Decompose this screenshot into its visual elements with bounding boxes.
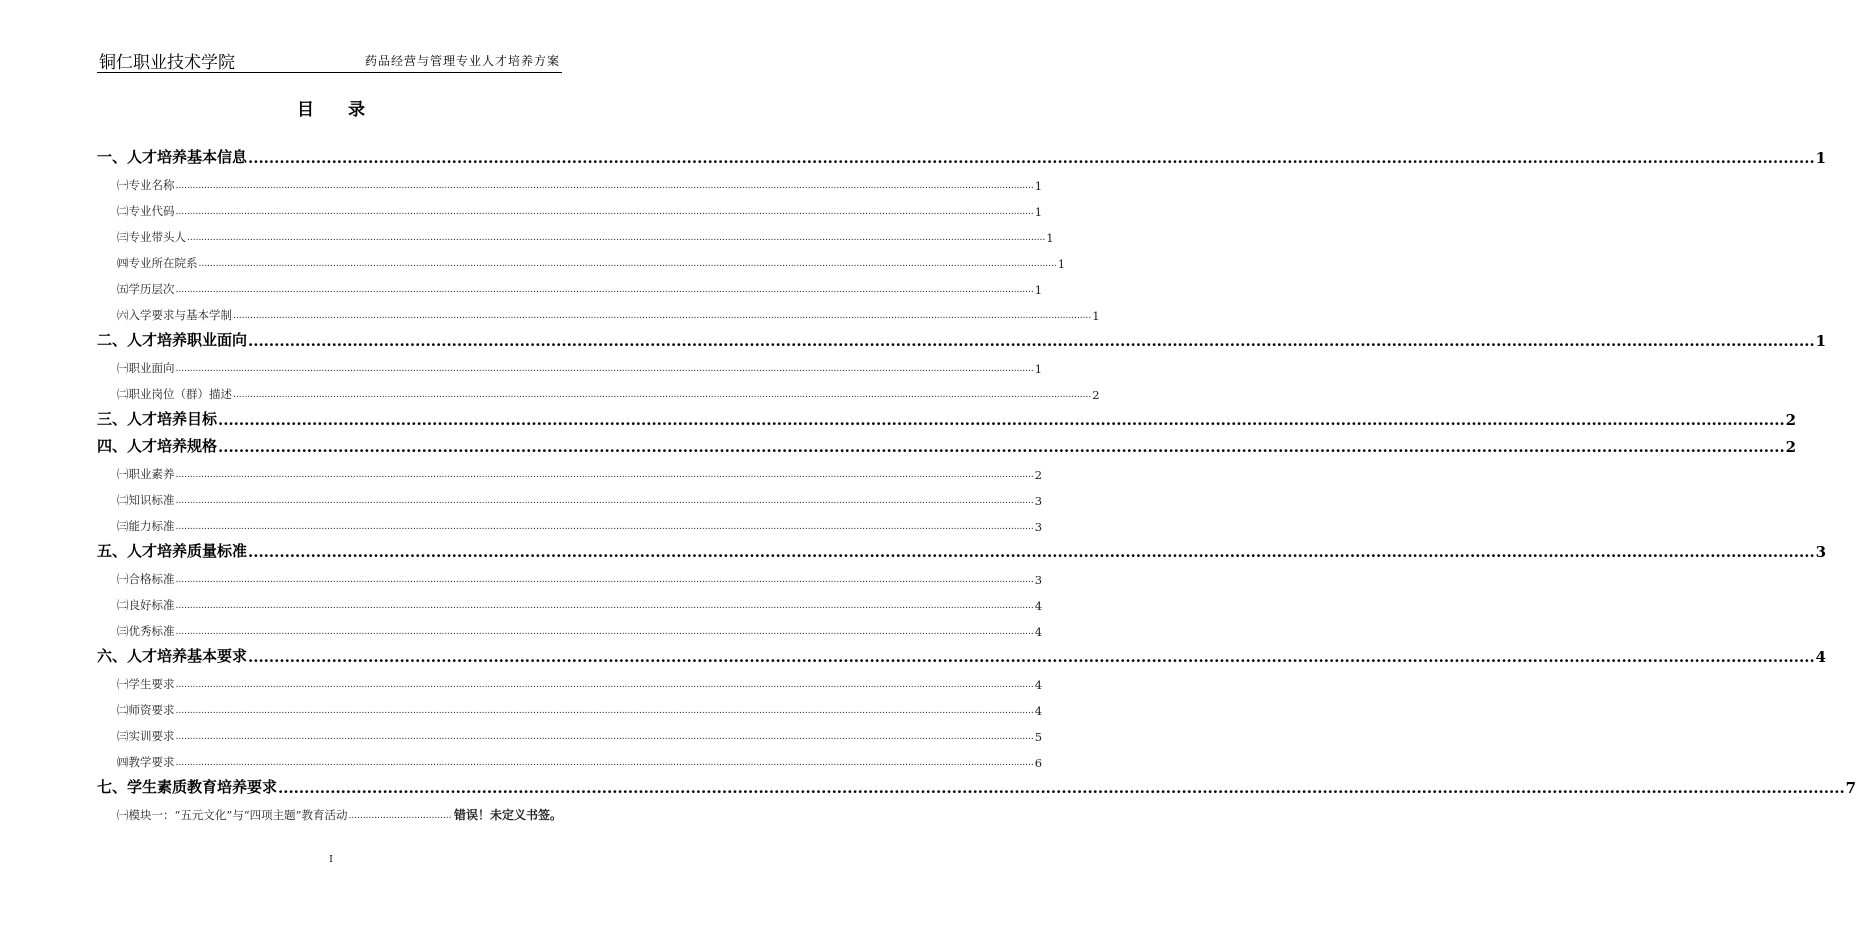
toc-page-number: 1 bbox=[1046, 231, 1054, 245]
toc-leader-dots: ............................................................................................................................................................................................................................................................................................................ bbox=[248, 543, 1815, 561]
toc-leader-dots: ............................................................................................................................................................................................................................................................................................................ bbox=[175, 364, 1034, 374]
toc-page-number: 4 bbox=[1034, 625, 1043, 639]
toc-entry-label: ㈠专业名称 bbox=[117, 178, 175, 192]
toc-page-number: 1 bbox=[1815, 149, 1827, 167]
toc-leader-dots: ............................................................................................................................................................................................................................................................................................................ bbox=[175, 496, 1034, 506]
toc-page-number: 5 bbox=[1034, 730, 1043, 744]
toc-page-number: 2 bbox=[1785, 411, 1797, 429]
toc-page-number: 4 bbox=[1034, 678, 1043, 692]
toc-page-number: 4 bbox=[1034, 704, 1043, 718]
toc-entry-label: ㈡专业代码 bbox=[117, 204, 175, 218]
toc-subsection-entry[interactable] bbox=[97, 245, 1066, 271]
toc-leader-dots: ............................................................................................................................................................................................................................................................................................................ bbox=[175, 285, 1034, 295]
toc-section-entry[interactable] bbox=[97, 323, 1827, 350]
toc-entry-label: 四、人才培养规格 bbox=[97, 437, 218, 455]
toc-entry-label: ㈣专业所在院系 bbox=[117, 256, 198, 270]
page-header bbox=[97, 46, 562, 73]
toc-entry-label: ㈣教学要求 bbox=[117, 755, 175, 769]
toc-leader-dots: ............................................................................................................................................................................................................................................................................................................ bbox=[175, 522, 1034, 532]
program-title: 药品经营与管理专业人才培养方案 bbox=[364, 54, 560, 68]
toc-page-number: 1 bbox=[1034, 179, 1043, 193]
toc-page-number: 4 bbox=[1815, 648, 1827, 666]
toc-leader-dots: ............................................................................................................................................................................................................................................................................................................ bbox=[198, 259, 1057, 269]
toc-leader-dots: ............................................................................................................................................................................................................................................................................................................ bbox=[187, 233, 1046, 243]
toc-section-entry[interactable] bbox=[97, 770, 1856, 797]
toc-page-number: 3 bbox=[1034, 573, 1043, 587]
toc-entry-label: ㈠模块一：“五元文化”与“四项主题”教育活动 bbox=[117, 808, 348, 822]
toc-section-entry[interactable] bbox=[97, 402, 1797, 429]
toc-leader-dots: ............................................................................................................................................................................................................................................................................................................ bbox=[175, 680, 1034, 690]
toc-leader-dots: ............................................................................................................................................................................................................................................................................................................ bbox=[175, 470, 1034, 480]
toc-page-number: 2 bbox=[1092, 388, 1100, 402]
toc-leader-dots: ............................................................................................................................................................................................................................................................................................................ bbox=[175, 207, 1034, 217]
toc-entry-label: ㈡知识标准 bbox=[117, 493, 175, 507]
toc-subsection-entry[interactable] bbox=[97, 350, 1043, 376]
toc-page-number: 4 bbox=[1034, 599, 1043, 613]
toc-entry-label: 一、人才培养基本信息 bbox=[97, 148, 248, 166]
toc-leader-dots: ............................................................................................................................................................................................................................................................................................................ bbox=[175, 758, 1034, 768]
toc-entry-label: ㈥入学要求与基本学制 bbox=[117, 308, 232, 322]
toc-page-number: 7 bbox=[1845, 779, 1856, 797]
toc-leader-dots: ............................................................................................................................................................................................................................................................................................................ bbox=[175, 601, 1034, 611]
toc-leader-dots: ............................................................................................................................................................................................................................................................................................................ bbox=[218, 438, 1785, 456]
table-of-contents bbox=[97, 140, 1856, 823]
toc-entry-label: ㈢实训要求 bbox=[117, 729, 175, 743]
toc-entry-label: ㈠学生要求 bbox=[117, 677, 175, 691]
toc-page-number: 1 bbox=[1034, 205, 1043, 219]
toc-subsection-entry[interactable] bbox=[97, 718, 1043, 744]
toc-leader-dots: ............................................................................................................................................................................................................................................................................................................ bbox=[175, 627, 1034, 637]
toc-leader-dots: ............................................................................................................................................................................................................................................................................................................ bbox=[248, 149, 1815, 167]
toc-leader-dots: ............................................................................................................................................................................................................................................................................................................ bbox=[175, 181, 1034, 191]
toc-section-entry[interactable] bbox=[97, 639, 1827, 666]
toc-subsection-entry[interactable] bbox=[97, 508, 1043, 534]
toc-subsection-entry[interactable] bbox=[97, 167, 1043, 193]
toc-page-number: 1 bbox=[1092, 309, 1100, 323]
toc-entry-label: ㈤学历层次 bbox=[117, 282, 175, 296]
toc-entry-label: ㈢能力标准 bbox=[117, 519, 175, 533]
toc-subsection-entry[interactable] bbox=[97, 376, 1100, 402]
toc-subsection-entry[interactable] bbox=[97, 456, 1043, 482]
toc-page-number: 3 bbox=[1815, 543, 1827, 561]
toc-subsection-entry[interactable] bbox=[97, 482, 1043, 508]
toc-section-entry[interactable] bbox=[97, 429, 1797, 456]
toc-subsection-entry[interactable] bbox=[97, 692, 1043, 718]
toc-entry-label: ㈠职业素养 bbox=[117, 467, 175, 481]
toc-page-number: 1 bbox=[1815, 332, 1827, 350]
toc-entry-label: ㈡师资要求 bbox=[117, 703, 175, 717]
toc-page-number: 1 bbox=[1034, 283, 1043, 297]
toc-subsection-entry[interactable] bbox=[97, 587, 1043, 613]
toc-error-text: 错误！未定义书签。 bbox=[453, 808, 562, 822]
toc-leader-dots: ............................................................................................................................................................................................................................................................................................................ bbox=[175, 706, 1034, 716]
toc-entry-label: ㈡职业岗位（群）描述 bbox=[117, 387, 232, 401]
toc-page-number: 1 bbox=[1034, 362, 1043, 376]
toc-leader-dots: ............................................................................................................................................................................................................................................................................................................ bbox=[175, 575, 1034, 585]
toc-subsection-entry[interactable] bbox=[97, 219, 1054, 245]
toc-entry-label: 七、学生素质教育培养要求 bbox=[97, 778, 278, 796]
toc-page-number: 1 bbox=[1057, 257, 1066, 271]
toc-entry-label: 三、人才培养目标 bbox=[97, 410, 218, 428]
toc-entry-module-one[interactable] bbox=[97, 797, 562, 823]
toc-title: 目 录 bbox=[297, 100, 379, 120]
toc-subsection-entry[interactable] bbox=[97, 561, 1043, 587]
toc-page-number: 3 bbox=[1034, 494, 1043, 508]
toc-section-entry[interactable] bbox=[97, 534, 1827, 561]
toc-entry-label: 二、人才培养职业面向 bbox=[97, 331, 248, 349]
toc-subsection-entry[interactable] bbox=[97, 297, 1100, 323]
page-number: I bbox=[329, 855, 333, 865]
toc-leader-dots: ............................................................................................................................................................................................................................................................................................................ bbox=[233, 390, 1092, 400]
toc-entry-label: ㈢专业带头人 bbox=[117, 230, 186, 244]
toc-subsection-entry[interactable] bbox=[97, 744, 1043, 770]
toc-leader-dots: .................................... bbox=[348, 811, 452, 821]
toc-entry-label: ㈡良好标准 bbox=[117, 598, 175, 612]
toc-leader-dots: ............................................................................................................................................................................................................................................................................................................ bbox=[248, 332, 1815, 350]
toc-page-number: 6 bbox=[1034, 756, 1043, 770]
toc-entry-label: ㈠职业面向 bbox=[117, 361, 175, 375]
toc-section-entry[interactable] bbox=[97, 140, 1827, 167]
toc-entry-label: 五、人才培养质量标准 bbox=[97, 542, 248, 560]
toc-leader-dots: ............................................................................................................................................................................................................................................................................................................ bbox=[248, 648, 1815, 666]
toc-subsection-entry[interactable] bbox=[97, 666, 1043, 692]
toc-page-number: 3 bbox=[1034, 520, 1043, 534]
toc-entry-label: ㈠合格标准 bbox=[117, 572, 175, 586]
toc-leader-dots: ............................................................................................................................................................................................................................................................................................................ bbox=[233, 311, 1092, 321]
toc-page-number: 2 bbox=[1785, 438, 1797, 456]
toc-leader-dots: ............................................................................................................................................................................................................................................................................................................ bbox=[218, 411, 1785, 429]
school-name: 铜仁职业技术学院 bbox=[99, 53, 235, 73]
toc-leader-dots: ............................................................................................................................................................................................................................................................................................................ bbox=[175, 732, 1034, 742]
toc-subsection-entry[interactable] bbox=[97, 193, 1043, 219]
toc-entry-label: 六、人才培养基本要求 bbox=[97, 647, 248, 665]
toc-subsection-entry[interactable] bbox=[97, 271, 1043, 297]
toc-subsection-entry[interactable] bbox=[97, 613, 1043, 639]
toc-leader-dots: ............................................................................................................................................................................................................................................................................................................ bbox=[278, 779, 1845, 797]
toc-entry-label: ㈢优秀标准 bbox=[117, 624, 175, 638]
toc-page-number: 2 bbox=[1034, 468, 1043, 482]
